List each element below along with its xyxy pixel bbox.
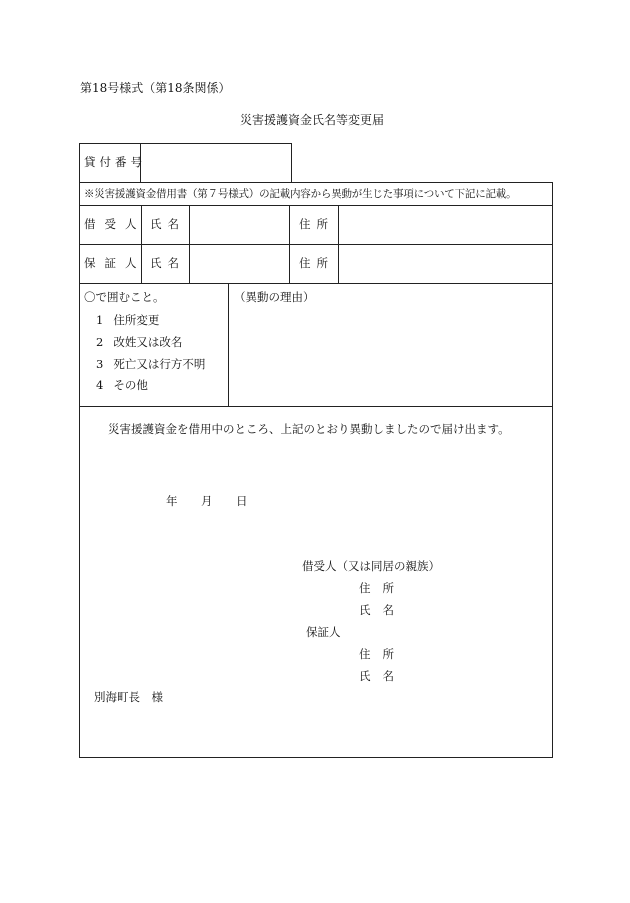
reason-label: （異動の理由）: [234, 290, 315, 304]
option-text: 住所変更: [113, 313, 160, 327]
col-divider-name-value: [289, 205, 290, 283]
signature-guarantor-heading: 保証人: [306, 625, 341, 639]
guarantor-name-field[interactable]: [198, 258, 284, 272]
option-item-2[interactable]: [96, 337, 182, 349]
form-title: 災害援護資金氏名等変更届: [240, 113, 385, 127]
date-month: 月: [201, 494, 213, 508]
col-divider-name-label: [189, 205, 190, 283]
signature-guarantor-name-label: 氏名: [359, 669, 406, 683]
date-day: 日: [236, 494, 248, 508]
signature-borrower-name-label: 氏名: [359, 603, 406, 617]
guarantor-address-label: 住所: [299, 256, 334, 270]
signature-guarantor-address-label: 住所: [359, 647, 406, 661]
loan-number-label: 貸付番号: [84, 155, 146, 169]
option-number: 4: [96, 378, 104, 392]
addressee: 別海町長 様: [94, 690, 163, 704]
option-item-1[interactable]: [96, 315, 159, 327]
borrower-name-label: 氏名: [150, 217, 185, 231]
option-text: その他: [113, 378, 148, 392]
row-divider-3: [79, 406, 553, 407]
row-divider-2: [79, 283, 553, 284]
reason-field[interactable]: [240, 310, 545, 398]
option-number: 1: [96, 313, 104, 327]
option-item-4[interactable]: [96, 380, 148, 392]
guarantor-name-label: 氏名: [150, 256, 185, 270]
form-number: 第18号様式（第18条関係）: [80, 81, 231, 95]
borrower-address-label: 住所: [299, 217, 334, 231]
col-divider-address-label: [338, 205, 339, 283]
row-divider-1: [79, 244, 553, 245]
date-year: 年: [166, 494, 178, 508]
notice-line: ※災害援護資金借用書（第７号様式）の記載内容から異動が生じた事項について下記に記載。: [84, 188, 517, 200]
borrower-label: 借受人: [84, 217, 146, 231]
signature-borrower-address-label: 住所: [359, 581, 406, 595]
options-heading: 〇で囲むこと。: [84, 290, 165, 304]
option-item-3[interactable]: [96, 359, 205, 371]
guarantor-address-field[interactable]: [346, 258, 546, 272]
borrower-address-field[interactable]: [346, 219, 546, 233]
option-number: 2: [96, 335, 104, 349]
guarantor-label: 保証人: [84, 256, 146, 270]
declaration-text: 災害援護資金を借用中のところ、上記のとおり異動しましたので届け出ます。: [108, 422, 510, 436]
option-text: 死亡又は行方不明: [113, 357, 206, 371]
signature-borrower-heading: 借受人（又は同居の親族）: [302, 559, 440, 573]
borrower-name-field[interactable]: [198, 219, 284, 233]
option-number: 3: [96, 357, 104, 371]
option-text: 改姓又は改名: [113, 335, 183, 349]
notice-row-border: [79, 205, 553, 206]
options-reason-divider: [228, 283, 229, 407]
